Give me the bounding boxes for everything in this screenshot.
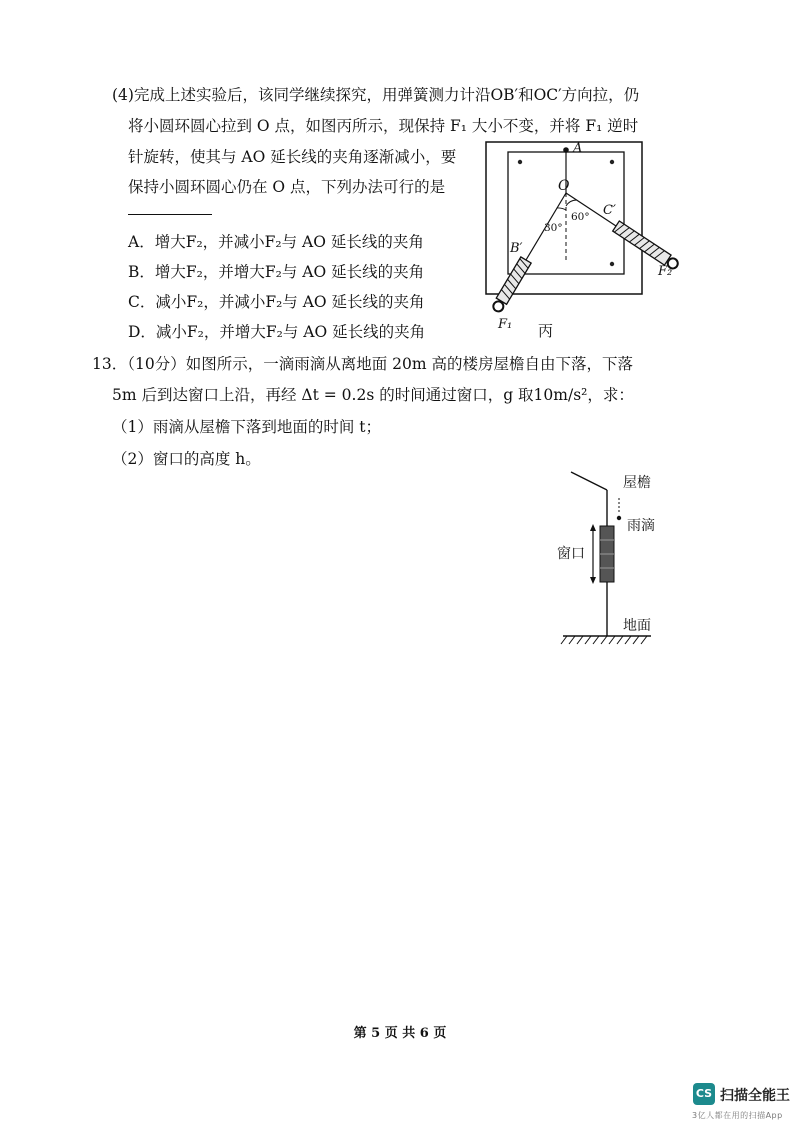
label-window: 窗口 bbox=[557, 546, 585, 562]
label-b-prime: B′ bbox=[510, 241, 523, 256]
option-d: D．减小F₂，并增大F₂与 AO 延长线的夹角 bbox=[128, 323, 426, 341]
q13-line2: 5m 后到达窗口上沿，再经 Δt = 0.2s 的时间通过窗口，g 取10m/s²，求： bbox=[112, 386, 634, 404]
q13-line1: 13．（10分）如图所示，一滴雨滴从离地面 20m 高的楼房屋檐自由下落，下落 bbox=[92, 355, 633, 373]
camscanner-logo: CS bbox=[693, 1083, 715, 1105]
camscanner-tagline: 3亿人都在用的扫描App bbox=[692, 1111, 783, 1120]
q12-part4-line3: 针旋转，使其与 AO 延长线的夹角逐渐减小，要 bbox=[128, 148, 457, 166]
label-f2: F₂ bbox=[658, 264, 673, 279]
figure-caption: 丙 bbox=[538, 322, 554, 340]
label-drop: 雨滴 bbox=[627, 518, 655, 534]
pin-dot bbox=[518, 160, 522, 164]
angle-30-arc bbox=[557, 208, 566, 210]
q13-sub2: （2）窗口的高度 h。 bbox=[112, 450, 261, 468]
option-c: C．减小F₂，并减小F₂与 AO 延长线的夹角 bbox=[128, 293, 425, 311]
q13-sub1: （1）雨滴从屋檐下落到地面的时间 t； bbox=[112, 418, 382, 436]
q12-part4-line1: (4)完成上述实验后，该同学继续探究，用弹簧测力计沿OB′和OC′方向拉，仍 bbox=[112, 86, 640, 104]
angle-30-label: 30° bbox=[544, 222, 563, 234]
pin-dot bbox=[610, 160, 614, 164]
pin-dot bbox=[610, 262, 614, 266]
q12-part4-line4: 保持小圆环圆心仍在 O 点，下列办法可行的是 bbox=[128, 178, 446, 196]
q12-part4-line2: 将小圆环圆心拉到 O 点，如图丙所示，现保持 F₁ 大小不变，并将 F₁ 逆时 bbox=[128, 117, 639, 135]
angle-60-arc bbox=[566, 200, 577, 206]
camscanner-app-name: 扫描全能王 bbox=[720, 1088, 790, 1104]
angle-60-label: 60° bbox=[571, 211, 590, 223]
label-f1: F₁ bbox=[498, 317, 513, 332]
label-o: O bbox=[558, 178, 570, 194]
outer-frame bbox=[486, 142, 642, 294]
page-number: 第 5 页 共 6 页 bbox=[353, 1026, 447, 1041]
label-c-prime: C′ bbox=[603, 203, 616, 218]
figure-rain bbox=[555, 458, 675, 648]
option-b: B．增大F₂，并增大F₂与 AO 延长线的夹角 bbox=[128, 263, 425, 281]
figure-bing bbox=[478, 138, 683, 348]
answer-blank bbox=[128, 214, 212, 215]
raindrop bbox=[617, 516, 621, 520]
spring-scale-f1 bbox=[491, 257, 532, 314]
label-ground: 地面 bbox=[623, 618, 651, 634]
roof-eaves-line bbox=[571, 472, 607, 490]
label-eaves: 屋檐 bbox=[623, 475, 651, 491]
label-a: A bbox=[573, 141, 583, 156]
option-a: A．增大F₂，并减小F₂与 AO 延长线的夹角 bbox=[128, 233, 424, 251]
